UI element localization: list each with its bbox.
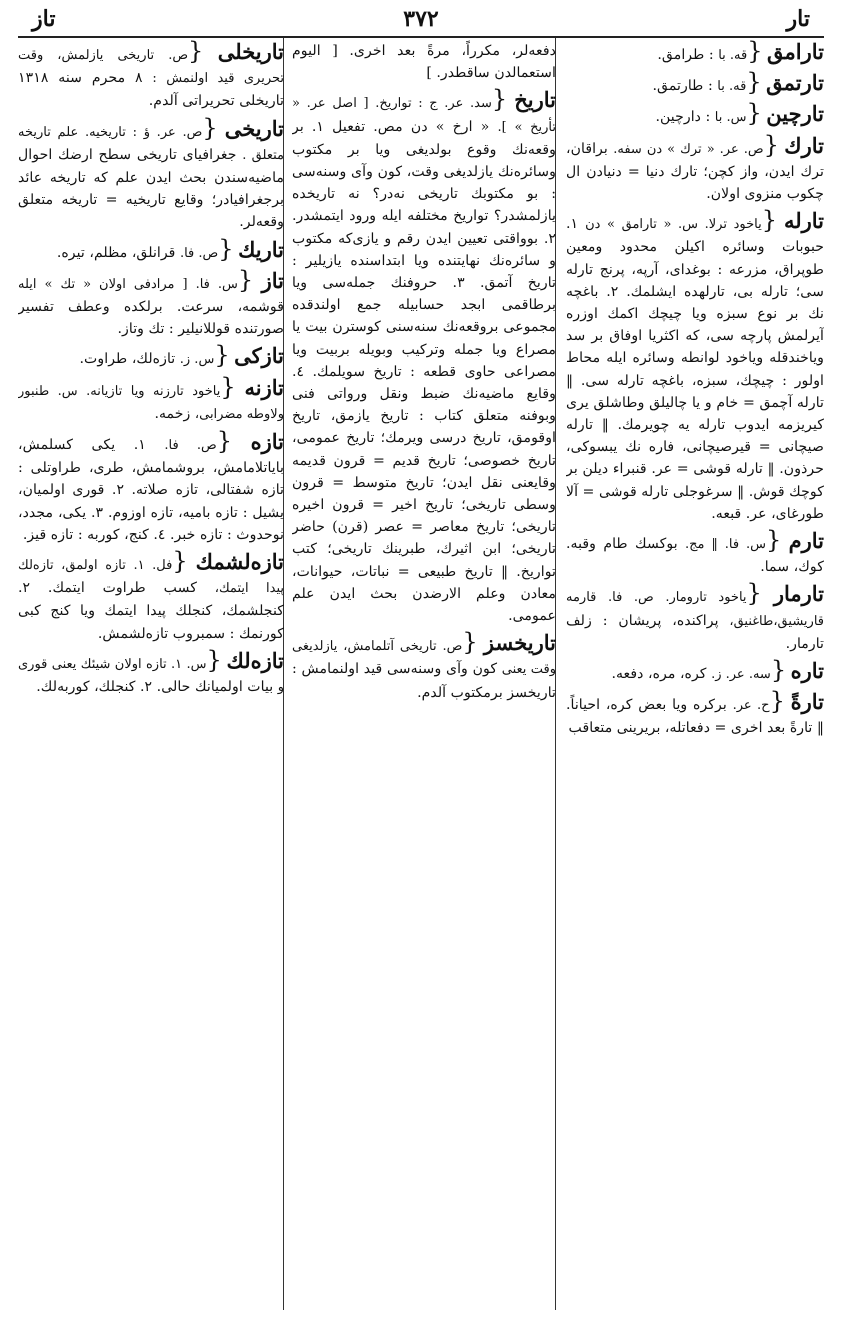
dictionary-entry: [566, 40, 824, 67]
dictionary-entry: [18, 40, 284, 113]
entry-headword: تاريخ: [514, 87, 556, 113]
header-rule: [18, 36, 824, 38]
dictionary-entry: [18, 427, 284, 546]
entry-headword: تارتمق: [766, 70, 824, 96]
entry-definition: « ارخ » دن مص. تفعيل ١. بر وقعه‌نك وقوع بولديغى ويا بر مكتوب وسائره‌نك يازلديغى وقت، كون وآى وسنه‌سى : بو مكتوبك تاريخى نه‌در؟ نه تاريخده يازلمشدر؟ تواريخ مختلفه ايله ورود ايتمشدر. ٢. بوواقتى تعيين ايدن رقم و يازى‌كه مكتوب و سائره‌نك نهايتنده ويا ابتداسنده يازيلير : تاريخ آتمق. ٣. حروفنك جمله‌سى ويا برطاقمى ابجد حسابيله جمع اولندقده مجموعى بروقعه‌نك سنه‌سنى كوسترن بيت يا مصراع ويا جمله وتركيب وبويله بربيت ويا مصراعى حاوى قطعه : تاريخ سويلمك. ٤. وقايع ماضيه‌نك ضبط ونقل ورواتى فنى وبوفنه متعلق كتاب : تاريخ يازمق، تاريخ اوقومق، تاريخ درسى ويرمك؛ تاريخ عمومى، تاريخ خصوصى؛ تاريخ قديم = قرون قديمه وقايعنى نقل ايدن؛ تاريخ متوسط = قرون وسطى تاريخى؛ تاريخ اخير = قرون اخيره تاريخى؛ تاريخ معاصر = عصر (قرن) حاضر تاريخى؛ ابن اثيرك، طبرينك تاريخى؛ كتب تواريخ. ‖ تاريخ طبيعى = نباتات، حيوانات، معادن وعلم الارضدن بحث ايدن علم عمومى.: [292, 118, 556, 625]
brace-open: {: [746, 99, 762, 128]
brace-open: {: [216, 427, 233, 456]
entry-headword: تازه: [250, 429, 284, 455]
brace-open: {: [172, 547, 188, 576]
page-number: ٣٧٢: [403, 6, 439, 32]
entry-definition: بيات اولميانك حالى. ٢. كنجلك، كوربه‌لك.: [36, 679, 274, 696]
entry-definition: كسب طراوت ايتمك. ٢. كنجلشمك، كنجلك پيدا ايتمك ويا كنج كبى كورنمك : سمبروب تازه‌لشمش.: [18, 580, 284, 642]
entry-grammar-tags: ص. تاريخى يازلمش، وقت تحريرى قيد اولنمش :: [18, 48, 284, 87]
dictionary-entry: [566, 579, 824, 655]
entry-headword: تارچين: [766, 101, 824, 127]
dictionary-entry: [18, 547, 284, 645]
entry-definition: قوشمه، سرعت. برلكده وعطف تفسير صورتنده قوللانيلير : تك وتاز.: [18, 299, 284, 338]
entry-definition: : طرامق.: [657, 47, 714, 63]
dictionary-entry: [566, 130, 824, 206]
brace-open: {: [214, 341, 230, 370]
brace-open: {: [770, 656, 787, 685]
page-header: [18, 0, 824, 36]
dictionary-entry: [292, 40, 556, 84]
entry-definition: بوكسك طام وقبه. كوك، سما.: [566, 536, 824, 576]
dictionary-entry: [18, 341, 284, 371]
brace-open: {: [218, 234, 234, 263]
brace-open: {: [763, 130, 779, 159]
entry-grammar-tags: س. فا. [ مرادفى اولان « تك » ايله: [18, 276, 238, 292]
entry-grammar-tags: ص. عر. ؤ : تاريخيه. علم تاريخه متعلق .: [18, 124, 284, 163]
dictionary-entry: [566, 68, 824, 98]
entry-definition: ١. حبوبات وسائره اكيلن محدود ومعين طوپراق، مزرعه : بوغداى، آرپه، پرنج تارله سى؛ تارله بى، تارلهده ايشلمك. ٢. باغچه نك بر نوع سبزه ويا چيچك اكمك اوزره آيرلمش پارچه سى، كه اكثريا اوفاق بر سد وياخندقله وياخود لوانطه وسائره ايله محاط اولور : چيچك، سبزه، باغچه تارله سى. ‖ تارله آچمق = خام و يا چاليلق وطاشلق يرى كيريزمه ايدوب تارله يه چويرمك. ‖ تارله صيچانى = قيرصيچانى، فاره نك يبسوكى، حرذون. ‖ تارله قوشى = عر. قنبراء ديلن بر كوچك قوش. ‖ سرغوجلى تارله قوشى = آلا طورغاى، عر. قبعه.: [566, 216, 824, 522]
entry-definition: ٨ محرم سنه ١٣١٨ تاريخلى تحريراتى آلدم.: [18, 70, 284, 110]
entry-headword: تارةً: [790, 689, 824, 715]
column-middle: [292, 40, 556, 1310]
entry-definition: زخمه.: [154, 405, 191, 422]
dictionary-entry: [292, 628, 556, 704]
entry-headword: تارم: [788, 528, 824, 554]
dictionary-entry: [18, 372, 284, 426]
dictionary-entry: [566, 687, 824, 739]
entry-grammar-tags: سه. عر. ز.: [711, 667, 771, 683]
entry-definition: تازه‌لك، طراوت.: [79, 351, 176, 368]
entry-grammar-tags: ص. فا.: [164, 438, 217, 454]
entry-grammar-tags: ياخود تارزنه ويا تازيانه. س. طنبور ولاوطه مضرابى،: [18, 383, 284, 422]
brace-open: {: [491, 85, 508, 114]
entry-grammar-tags: ص. عر. « ترك » دن سفه.: [613, 141, 764, 157]
brace-open: {: [761, 206, 777, 235]
entry-grammar-tags: س. ز.: [179, 352, 215, 368]
dictionary-entry: [566, 99, 824, 129]
entry-headword: تارمار: [773, 581, 824, 607]
brace-open: {: [746, 68, 762, 97]
brace-open: {: [746, 579, 762, 608]
entry-grammar-tags: س. فا. ‖ مج.: [684, 537, 767, 553]
entry-headword: تارامق: [767, 40, 824, 64]
dictionary-entry: [566, 526, 824, 578]
entry-headword: تاريخلى: [217, 40, 284, 64]
entry-grammar-tags: قه. با: [717, 79, 747, 95]
entry-definition: پراكنده، پريشان : زلف تارمار.: [566, 612, 824, 652]
dictionary-entry: [18, 265, 284, 341]
column-left: [18, 40, 284, 1310]
header-left-guide-word: تاز: [32, 6, 56, 32]
entry-grammar-tags: ياخود ترلا. س. « تارامق » دن: [585, 217, 762, 233]
entry-grammar-tags: ص. تاريخى آتلمامش، يازلديغى وقت يعنى: [292, 639, 556, 678]
brace-open: {: [462, 628, 478, 657]
entry-grammar-tags: قه. با: [718, 48, 748, 63]
entry-definition: كون وآى وسنه‌سى قيد اولنمامش : تاريخسز برمكتوب آلدم.: [292, 661, 556, 701]
dictionary-entry: [18, 234, 284, 265]
dictionary-entry: [292, 85, 556, 627]
entry-grammar-tags: سد. عر. ج : تواريخ. [ اصل عر. « تأريخ » ].: [292, 96, 556, 135]
dictionary-entry: [18, 113, 284, 234]
entry-headword: تازه‌لشمك: [195, 549, 284, 575]
dictionary-entry: [566, 206, 824, 525]
entry-definition: قرانلق، مظلم، تيره.: [56, 244, 176, 261]
entry-grammar-tags: س. ١. تازه اولان شيئك يعنى قورى و: [18, 656, 284, 696]
entry-headword: تازه‌لك: [226, 647, 284, 673]
brace-open: {: [747, 40, 763, 65]
entry-headword: تارله: [783, 208, 824, 234]
brace-open: {: [188, 40, 204, 65]
entry-headword: تاز: [261, 267, 284, 293]
entry-headword: تاريخسز: [483, 630, 556, 656]
entry-definition: بركره ويا بعض كره، احياناً. ‖ تارةً بعد اخرى = دفعاتله، بريرينى متعاقب: [566, 697, 824, 737]
entry-definition: دفعه‌لر، مكرراً، مرةً بعد اخرى. [ اليوم استعمالدن ساقطدر. ]: [292, 43, 556, 82]
entry-grammar-tags: ح. عر.: [732, 698, 770, 714]
brace-open: {: [237, 265, 254, 294]
entry-headword: تاريخى: [224, 115, 284, 141]
entry-grammar-tags: ياخود تارومار. ص. فا. قارمه قاريشيق،طاغنيق،: [566, 590, 824, 629]
entry-definition: : دارچين.: [655, 109, 711, 126]
entry-headword: تاره: [790, 658, 824, 684]
entry-definition: ١. يكى كسلمش، باياتلامامش، بروشمامش، طرى، طراوتلى : تازه شفتالى، تازه صلاته. ٢. قورى اولميان، يشيل : تازه باميه، تازه اوزوم. ٣. يكى، مجدد، نوحدوث : تازه خبر. ٤. كنج، كوربه : تازه قيز.: [18, 437, 284, 543]
entry-headword: تاريك: [238, 236, 284, 262]
brace-open: {: [206, 645, 222, 674]
entry-grammar-tags: فل. ١. تازه اولمق، تازه‌لك پيدا ايتمك،: [18, 558, 284, 597]
brace-open: {: [202, 113, 218, 142]
entry-headword: تارك: [784, 132, 824, 158]
entry-headword: تازكى: [234, 343, 284, 369]
entry-grammar-tags: ص. فا.: [179, 245, 219, 261]
entry-grammar-tags: س. با: [714, 110, 747, 126]
entry-definition: جغرافياى تاريخى سطح ارضك احوال ماضيه‌سندن بحث ايدن علم كه تاريخه عائد برجغرافيادر؛ وقايع تاريخيه = تاريخه متعلق وقعه‌لر.: [18, 146, 284, 231]
brace-open: {: [766, 526, 782, 555]
brace-open: {: [220, 372, 236, 401]
entry-definition: كره، مره، دفعه.: [611, 666, 707, 683]
entry-definition: براقان، ترك ايدن، واز كچن؛ تارك دنيا = دنيادن ال چكوب منزوى اولان.: [566, 140, 824, 203]
column-right: [566, 40, 824, 1310]
entry-headword: تازنه: [244, 374, 284, 400]
brace-open: {: [769, 687, 785, 716]
header-right-guide-word: تار: [786, 6, 810, 32]
entry-definition: : طارتمق.: [652, 78, 713, 95]
dictionary-entry: [18, 645, 284, 699]
dictionary-entry: [566, 656, 824, 686]
